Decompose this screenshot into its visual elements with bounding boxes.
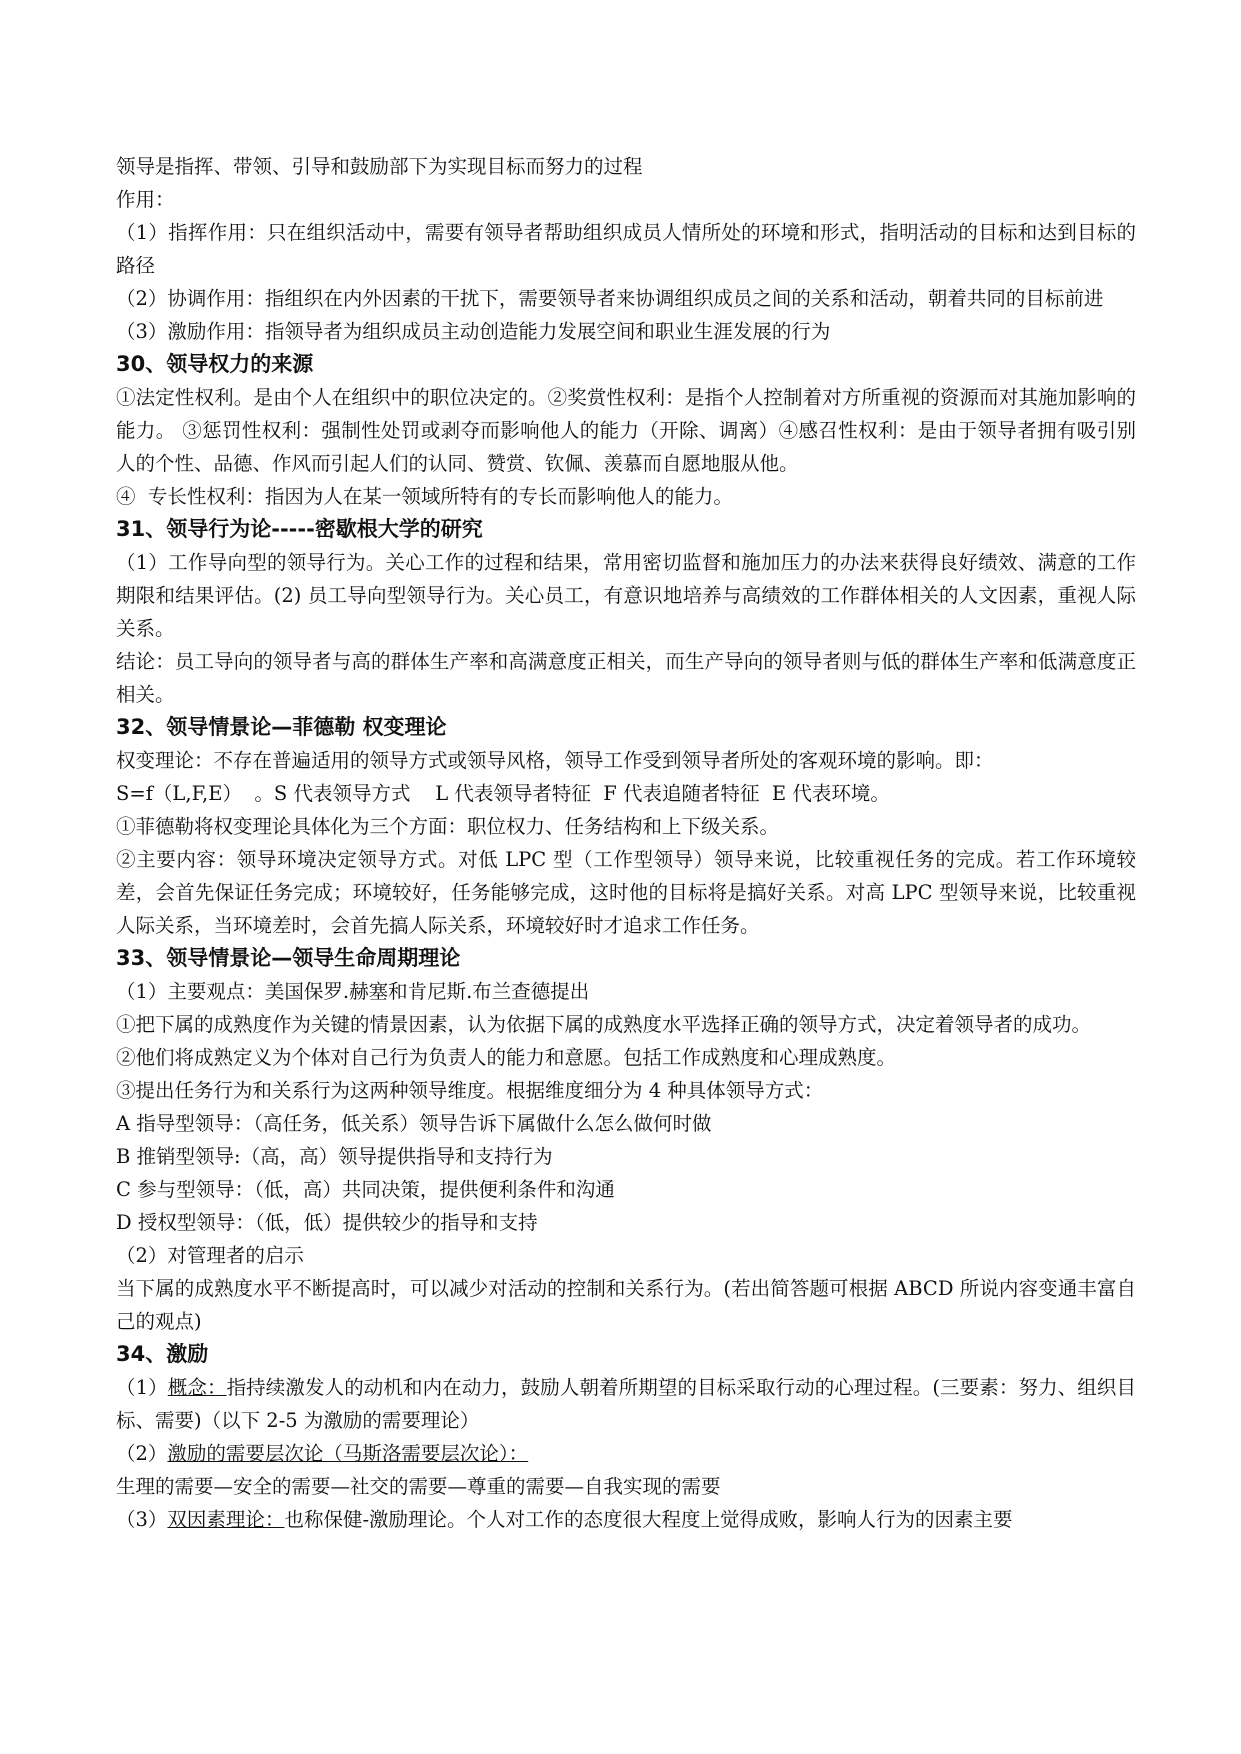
section-30-paragraph: ④ 专长性权利：指因为人在某一领域所特有的专长而影响他人的能力。 bbox=[116, 485, 733, 508]
item-number: （2） bbox=[116, 1442, 168, 1465]
section-32-paragraph: ②主要内容：领导环境决定领导方式。对低 LPC 型（工作型领导）领导来说，比较重视任务的完成。若工作环境较差，会首先保证任务完成；环境较好，任务能够完成，这时他的目标将是搞好关系。对高 LPC 型领导来说，比较重视人际关系，当环境差时，会首先搞人际关系，环境较好时才追求工作任务。 bbox=[116, 848, 1136, 937]
item-number: （3） bbox=[116, 1508, 168, 1531]
section-32-paragraph: 权变理论：不存在普遍适用的领导方式或领导风格，领导工作受到领导者所处的客观环境的影响。即： bbox=[116, 749, 994, 772]
section-33-paragraph: （2）对管理者的启示 bbox=[116, 1244, 304, 1267]
leadership-style-item: A 指导型领导：（高任务，低关系）领导告诉下属做什么怎么做何时做 bbox=[116, 1112, 712, 1135]
section-33-title: 33、领导情景论—领导生命周期理论 bbox=[116, 946, 461, 970]
section-31-paragraph: （1）工作导向型的领导行为。关心工作的过程和结果，常用密切监督和施加压力的办法来获得良好绩效、满意的工作期限和结果评估。(2) 员工导向型领导行为。关心员工，有意识地培养与高绩效的工作群体相关的人文因素，重视人际关系。 bbox=[116, 551, 1136, 640]
section-32-title: 32、领导情景论—菲德勒 权变理论 bbox=[116, 715, 447, 739]
role-item: （2）协调作用：指组织在内外因素的干扰下，需要领导者来协调组织成员之间的关系和活动，朝着共同的目标前进 bbox=[116, 287, 1104, 310]
underlined-term: 概念： bbox=[167, 1376, 227, 1399]
section-31-title: 31、领导行为论-----密歇根大学的研究 bbox=[116, 517, 483, 541]
section-30-paragraph: ①法定性权利。是由个人在组织中的职位决定的。②奖赏性权利：是指个人控制着对方所重视的资源而对其施加影响的能力。 ③惩罚性权利：强制性处罚或剥夺而影响他人的能力（开除、调离）④感召性权利：是由于领导者拥有吸引别人的个性、品德、作风而引起人们的认同、赞赏、钦佩、羡慕而自愿地服从他。 bbox=[116, 386, 1136, 475]
role-item: （3）激励作用：指领导者为组织成员主动创造能力发展空间和职业生涯发展的行为 bbox=[116, 320, 831, 343]
role-label: 作用： bbox=[116, 188, 175, 211]
motivation-concept bbox=[116, 1371, 1136, 1437]
document-page bbox=[116, 150, 1136, 1536]
section-30-title: 30、领导权力的来源 bbox=[116, 352, 314, 376]
role-item: （1）指挥作用：只在组织活动中，需要有领导者帮助组织成员人情所处的环境和形式，指明活动的目标和达到目标的路径 bbox=[116, 221, 1136, 277]
underlined-term: 双因素理论： bbox=[167, 1508, 285, 1531]
section-33-paragraph: ③提出任务行为和关系行为这两种领导维度。根据维度细分为 4 种具体领导方式： bbox=[116, 1079, 824, 1102]
section-31-conclusion: 结论：员工导向的领导者与高的群体生产率和高满意度正相关，而生产导向的领导者则与低的群体生产率和低满意度正相关。 bbox=[116, 650, 1136, 706]
item-number: （1） bbox=[116, 1376, 168, 1399]
leadership-style-item: D 授权型领导：（低，低）提供较少的指导和支持 bbox=[116, 1211, 538, 1234]
section-34-title: 34、激励 bbox=[116, 1342, 209, 1366]
leadership-definition: 领导是指挥、带领、引导和鼓励部下为实现目标而努力的过程 bbox=[116, 155, 643, 178]
section-33-paragraph: （1）主要观点：美国保罗.赫塞和肯尼斯.布兰查德提出 bbox=[116, 980, 590, 1003]
underlined-term: 激励的需要层次论（马斯洛需要层次论）： bbox=[167, 1442, 529, 1465]
leadership-style-item: C 参与型领导：（低，高）共同决策，提供便利条件和沟通 bbox=[116, 1178, 615, 1201]
section-32-paragraph: ①菲德勒将权变理论具体化为三个方面：职位权力、任务结构和上下级关系。 bbox=[116, 815, 780, 838]
needs-hierarchy-text: 生理的需要—安全的需要—社交的需要—尊重的需要—自我实现的需要 bbox=[116, 1475, 721, 1498]
leadership-style-item: B 推销型领导:（高，高）领导提供指导和支持行为 bbox=[116, 1145, 553, 1168]
section-33-paragraph: 当下属的成熟度水平不断提高时，可以减少对活动的控制和关系行为。(若出简答题可根据 ABCD 所说内容变通丰富自己的观点) bbox=[116, 1277, 1136, 1333]
two-factor-theory bbox=[116, 1503, 1136, 1536]
item-text: 指持续激发人的动机和内在动力，鼓励人朝着所期望的目标采取行动的心理过程。(三要素：努力、组织目标、需要)（以下 2-5 为激励的需要理论） bbox=[116, 1376, 1136, 1432]
needs-hierarchy-heading bbox=[116, 1437, 1136, 1470]
section-33-paragraph: ①把下属的成熟度作为关键的情景因素，认为依据下属的成熟度水平选择正确的领导方式，决定着领导者的成功。 bbox=[116, 1013, 1092, 1036]
section-33-paragraph: ②他们将成熟定义为个体对自己行为负责人的能力和意愿。包括工作成熟度和心理成熟度。 bbox=[116, 1046, 897, 1069]
item-text: 也称保健-激励理论。个人对工作的态度很大程度上觉得成败，影响人行为的因素主要 bbox=[284, 1508, 1013, 1531]
section-32-formula: S=f（L,F,E） 。S 代表领导方式 L 代表领导者特征 F 代表追随者特征 E 代表环境。 bbox=[116, 782, 890, 805]
